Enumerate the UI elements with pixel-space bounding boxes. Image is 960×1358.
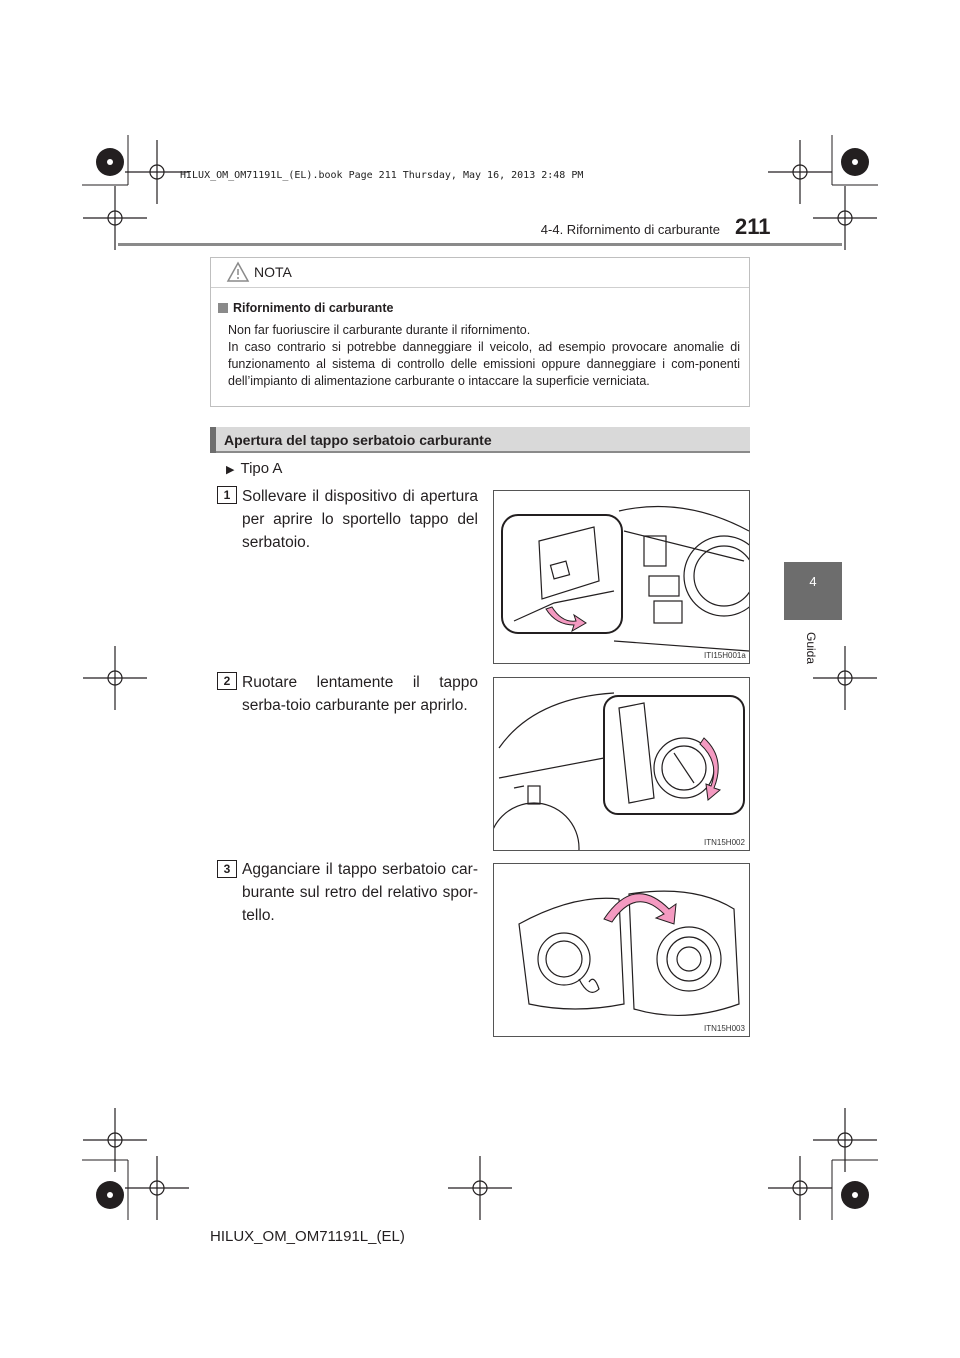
type-label: ▶ Tipo A	[226, 460, 283, 477]
print-header: HILUX_OM_OM71191L_(EL).book Page 211 Thursday, May 16, 2013 2:48 PM	[180, 170, 584, 181]
triangle-bullet-icon: ▶	[226, 464, 235, 476]
step-text: Agganciare il tappo serbatoio car-burante sul retro del relativo spor-tello.	[242, 861, 478, 924]
nota-line: Non far fuoriuscire il carburante durante il rifornimento.	[228, 323, 531, 337]
step-number: 3	[217, 860, 237, 878]
dashboard-illustration	[494, 491, 750, 664]
figure-code: ITN15H002	[704, 838, 745, 847]
figure-rotate-fuel-cap	[493, 677, 750, 851]
step-text: Ruotare lentamente il tappo serba-toio carburante per aprirlo.	[242, 674, 478, 714]
header-rule	[118, 243, 842, 246]
section-heading-accent	[210, 427, 216, 453]
nota-body	[228, 322, 740, 390]
running-section-title: 4-4. Rifornimento di carburante	[540, 222, 720, 237]
figure-hook-fuel-cap	[493, 863, 750, 1037]
nota-subheading: Rifornimento di carburante	[218, 301, 393, 315]
chapter-label: Guida	[804, 632, 818, 665]
step-number: 1	[217, 486, 237, 504]
page-number: 211	[735, 214, 771, 239]
footer-doc-code: HILUX_OM_OM71191L_(EL)	[210, 1228, 405, 1245]
chapter-number: 4	[809, 574, 817, 589]
nota-title: NOTA	[254, 264, 292, 280]
nota-line: In caso contrario si potrebbe danneggiare il veicolo, ad esempio provocare anomalie di funzionamento al sistema di controllo delle emissioni oppure danneggiare i com-ponenti dell’impianto di alimentazione carburante o intaccare la superficie verniciata.	[228, 340, 740, 388]
fuel-door-illustration	[494, 864, 750, 1037]
figure-fuel-door-opener	[493, 490, 750, 664]
section-heading: Apertura del tappo serbatoio carburante	[224, 432, 492, 448]
figure-code: ITN15H003	[704, 1024, 745, 1033]
figure-code: ITI15H001a	[704, 651, 746, 660]
chapter-tab	[784, 562, 842, 620]
step-number: 2	[217, 672, 237, 690]
square-bullet-icon	[218, 303, 228, 313]
fuel-cap-illustration	[494, 678, 750, 851]
warning-triangle-icon	[226, 261, 250, 283]
step-text: Sollevare il dispositivo di apertura per aprire lo sportello tappo del serbatoio.	[242, 488, 478, 551]
